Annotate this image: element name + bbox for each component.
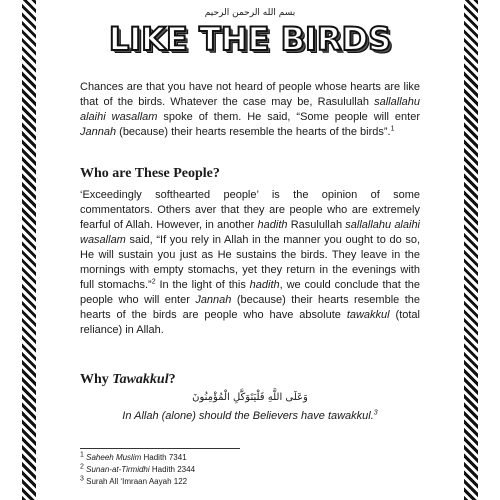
footnotes: [80, 452, 420, 488]
who-text-1: ‘Exceedingly softhearted people’ is the opinion of some commentators. Others aver that they are people who are extremely fearful of Allah. However, in another: [80, 189, 420, 231]
intro-text-1: Chances are that you have not heard of people whose hearts are like that of the birds. Whatever the case may be, Rasulullah: [80, 81, 420, 108]
quran-verse-translation: [80, 410, 420, 422]
who-text-5: , we could conclude that the people who will enter: [80, 279, 420, 306]
who-text-7: (total reliance) in Allah.: [80, 309, 420, 336]
footnote-ref-2[interactable]: 2: [151, 278, 156, 286]
who-italic-4: Jannah: [195, 294, 232, 306]
intro-text-3: (because) their hearts resemble the hearts of the birds”.: [116, 126, 391, 138]
footnote-ref-3[interactable]: 3: [373, 409, 378, 417]
who-italic-1: hadith: [257, 219, 288, 231]
footnote-source: Sunan-at-Tirmidhi: [86, 465, 150, 474]
verse-text: In Allah (alone) should the Believers have tawakkul.: [122, 410, 374, 422]
who-italic-5: tawakkul: [346, 309, 390, 321]
footnote-divider: [80, 448, 240, 449]
page-title: LIKE THE BIRDS: [108, 20, 392, 58]
zigzag-border-left: [22, 0, 36, 500]
footnote-ref-1[interactable]: 1: [390, 125, 395, 133]
document-page: [80, 0, 420, 500]
bismillah-header: بسم الله الرحمن الرحيم: [204, 8, 296, 18]
who-text-2: Rasulullah: [287, 219, 346, 231]
footnote-ref: Hadith 7341: [141, 453, 187, 462]
who-text-3: said, “If you rely in Allah in the manner you ought to do so, He will sustain you just as He sustains the birds. They leave in the mornings with empty stomachs, yet they return in the evenings with full stomachs.”: [80, 234, 420, 291]
footnote-item: [80, 476, 420, 488]
footnote-number: 2: [80, 463, 84, 471]
zigzag-border-right: [464, 0, 478, 500]
who-italic-2: sallallahu alaihi wasallam: [80, 219, 421, 246]
who-italic-3: hadith: [249, 279, 280, 291]
footnote-number: 1: [80, 451, 84, 459]
footnote-source: Saheeh Muslim: [86, 453, 142, 462]
footnote-number: 3: [80, 475, 84, 483]
intro-italic-1: sallallahu alaihi wasallam: [80, 96, 420, 123]
who-paragraph: [80, 188, 420, 338]
who-text-6: (because) their hearts resemble the hearts of the birds are people who have absolute: [80, 294, 420, 321]
intro-text-2: spoke of them. He said, “Some people will enter: [157, 111, 420, 123]
who-text-4: In the light of this: [155, 279, 250, 291]
why-heading-italic: Tawakkul: [112, 372, 169, 387]
quran-verse-arabic: وَعَلَى اللَّهِ فَلْيَتَوَكَّلِ الْمُؤْمِنُونَ: [192, 392, 308, 403]
section-heading-who: Who are These People?: [80, 166, 220, 181]
footnote-item: [80, 452, 420, 464]
footnote-item: [80, 464, 420, 476]
footnote-ref: Surah All ‘Imraan Aayah 122: [86, 477, 188, 486]
footnote-ref: Hadith 2344: [149, 465, 196, 474]
why-heading-end: ?: [168, 372, 176, 387]
intro-paragraph: [80, 80, 420, 140]
why-heading-plain: Why: [80, 372, 113, 387]
intro-italic-2: Jannah: [80, 126, 117, 138]
section-heading-why: [80, 372, 176, 388]
